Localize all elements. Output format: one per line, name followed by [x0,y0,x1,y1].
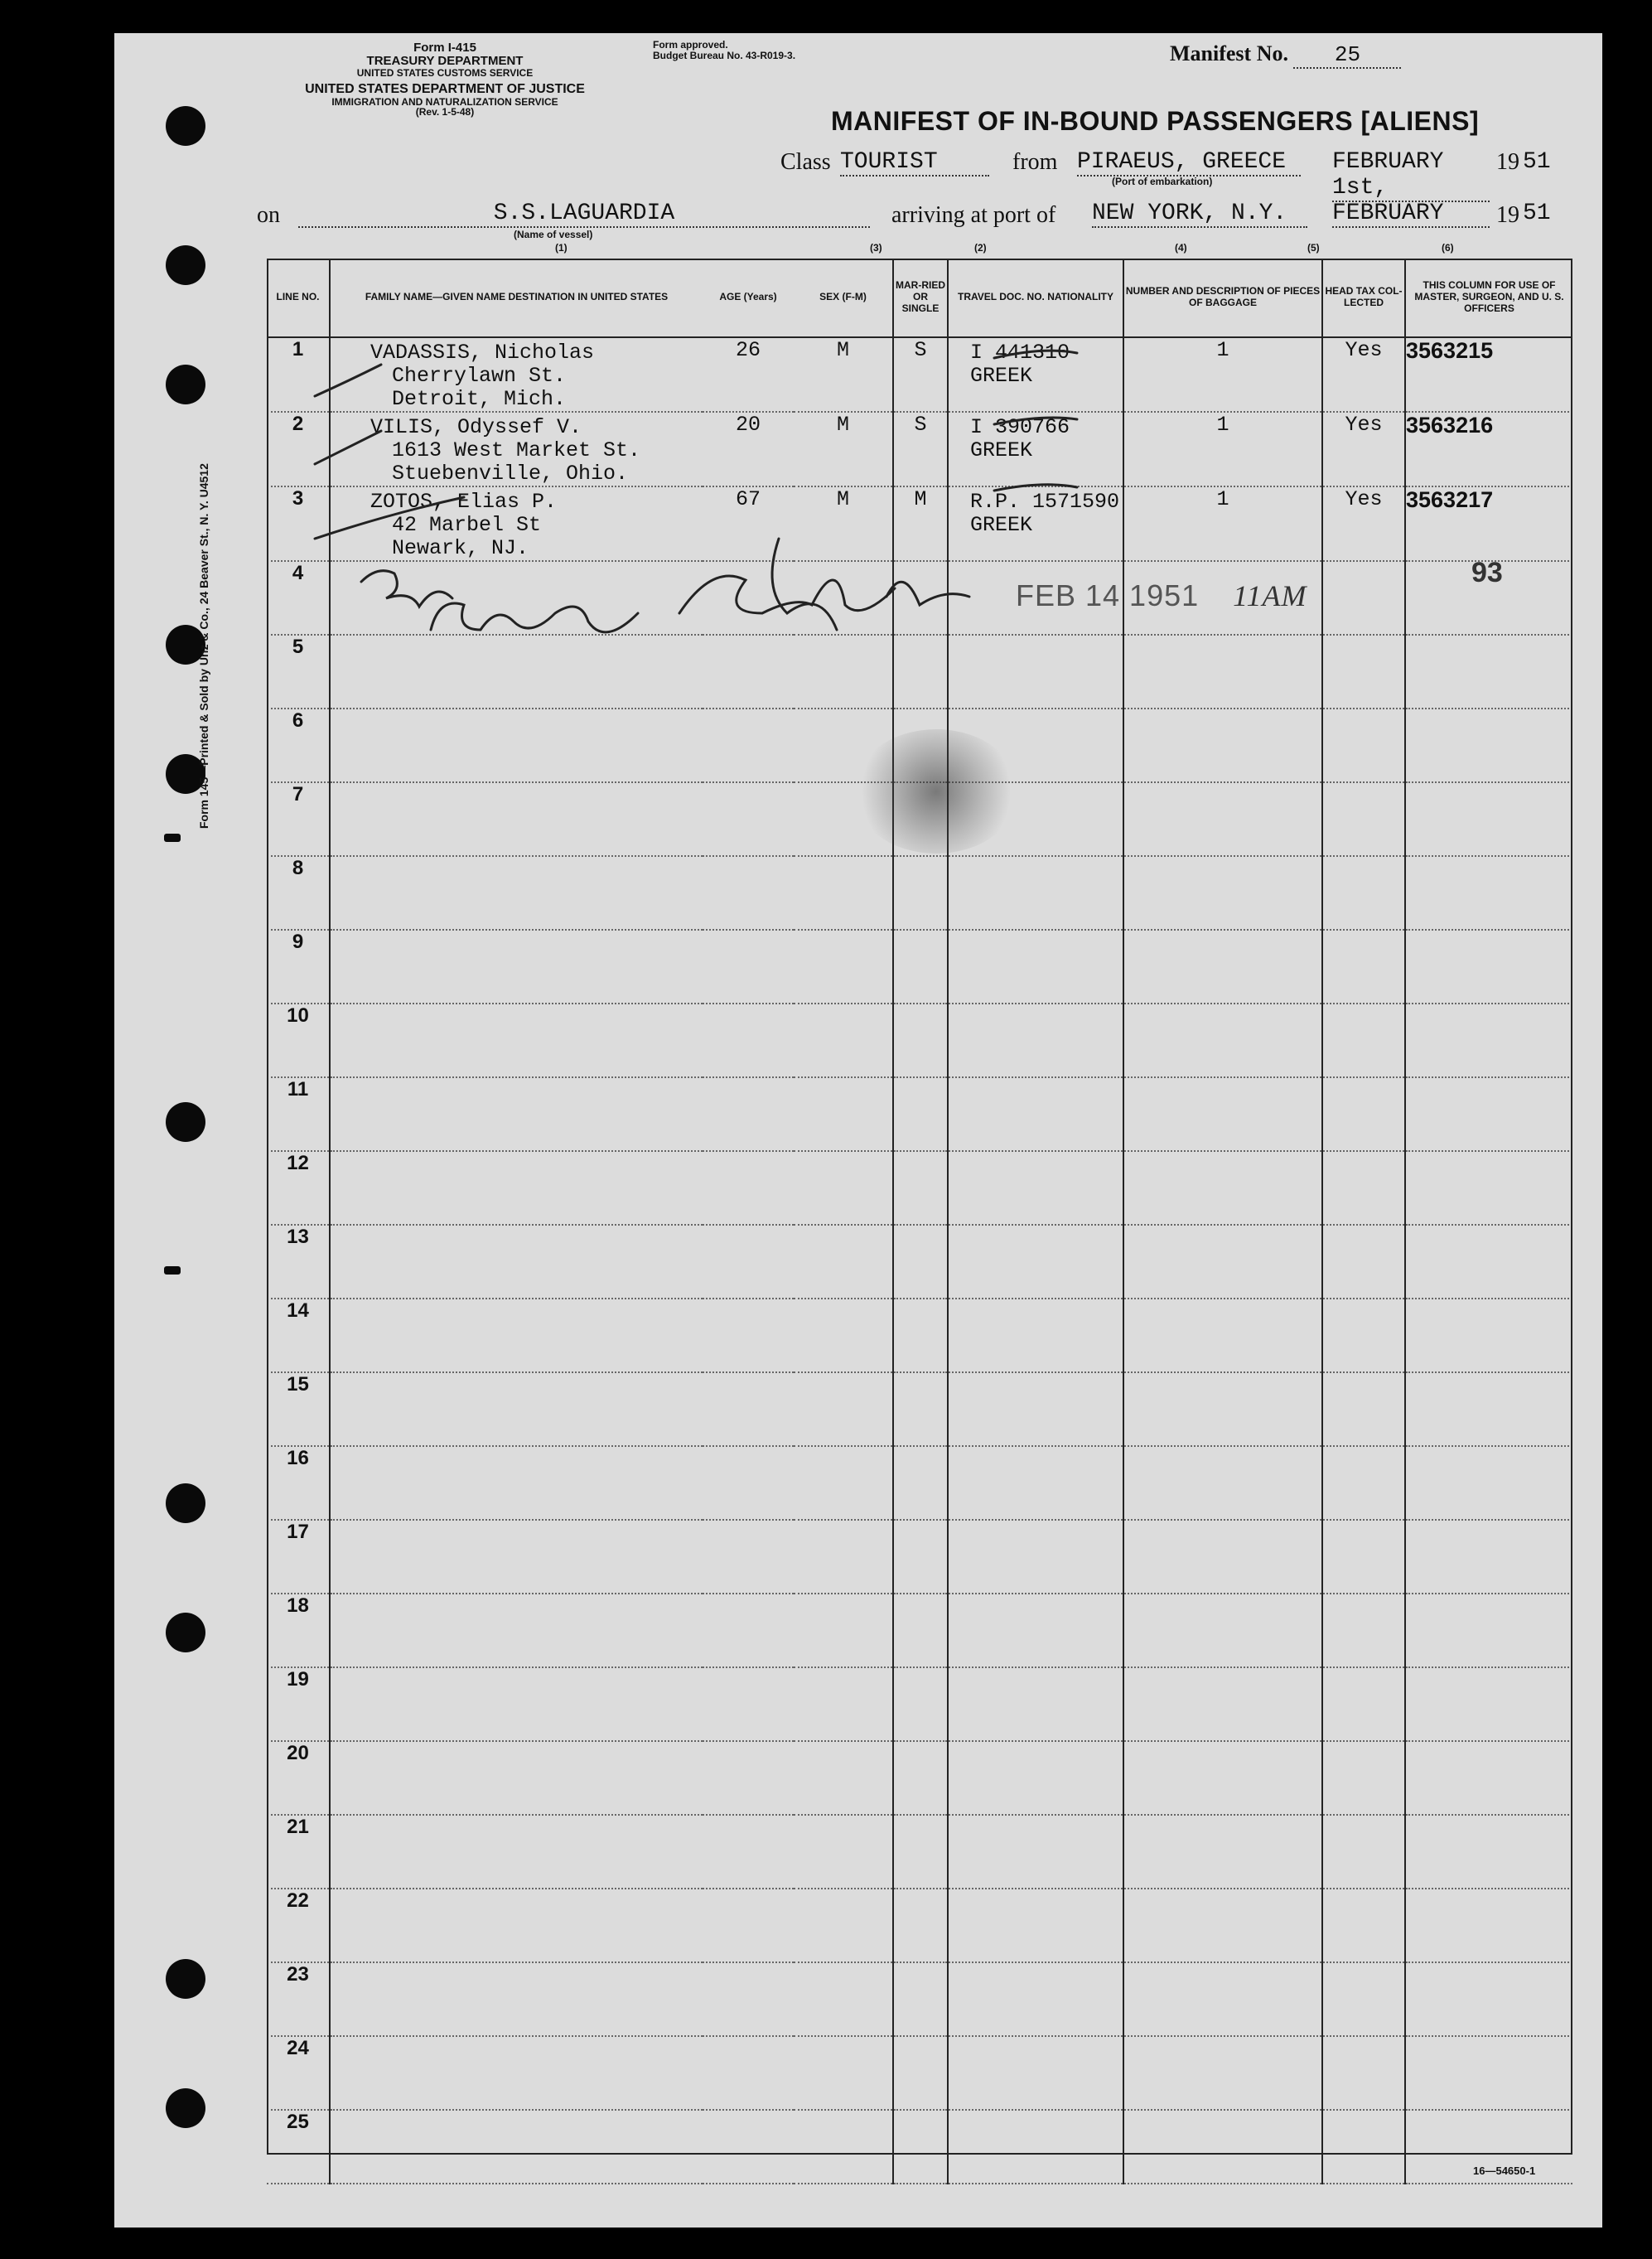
header-age: AGE (Years) [703,259,794,337]
passenger-city: Detroit, Mich. [392,387,567,411]
stamp-time: 11AM [1233,579,1307,612]
passenger-marital: M [893,486,948,561]
line-number: 1 [267,337,330,412]
line-number: 20 [267,1741,330,1815]
header-married: MAR-RIED OR SINGLE [893,259,948,337]
passenger-city: Newark, NJ. [392,536,529,560]
customs-service: UNITED STATES CUSTOMS SERVICE [356,66,534,79]
arrival-port: NEW YORK, N.Y. [1092,201,1307,228]
line-number: 25 [267,2110,330,2184]
head-tax: Yes [1322,337,1405,412]
header-line-no: LINE NO. [267,259,330,337]
baggage-count: 1 [1123,412,1322,486]
footer-code: 16—54650-1 [1473,2165,1536,2177]
passenger-age: 67 [703,486,794,561]
date-stamp [1016,578,1307,613]
nationality: GREEK [970,364,1033,388]
stamp-date: FEB 14 1951 [1016,578,1200,612]
line-number: 16 [267,1446,330,1520]
officers-column-number: (6) [1442,242,1454,254]
arrival-year-prefix: 19 [1496,202,1519,228]
doc-column-number: (2) [974,242,987,254]
manifest-label: Manifest No. [1170,41,1288,65]
on-label: on [257,202,280,228]
arriving-label: arriving at port of [891,202,1056,228]
line-number: 13 [267,1225,330,1299]
arrival-month: FEBRUARY [1332,201,1490,228]
passenger-address: Cherrylawn St. [392,364,567,388]
page-title: MANIFEST OF IN-BOUND PASSENGERS [ALIENS] [831,106,1480,136]
vessel-caption: (Name of vessel) [514,229,593,240]
passenger-name: VILIS, Odyssef V. [370,415,582,439]
line-number: 15 [267,1372,330,1446]
ins-service: IMMIGRATION AND NATURALIZATION SERVICE [331,95,558,108]
line-number: 24 [267,2036,330,2110]
line-number: 19 [267,1667,330,1741]
line-number: 4 [267,561,330,635]
form-number: Form I-415 [413,41,476,55]
headtax-column-number: (5) [1307,242,1320,254]
line-number: 22 [267,1889,330,1962]
passenger-marital: S [893,337,948,412]
departure-date: FEBRUARY 1st, [1332,149,1490,202]
budget-bureau-line: Budget Bureau No. 43-R019-3. [653,50,796,62]
passenger-address: 1613 West Market St. [392,438,641,462]
certificate-number: 3563217 [1405,486,1572,561]
header-travel-doc: TRAVEL DOC. NO. NATIONALITY [948,259,1123,337]
page-number-stamp: 93 [1471,557,1503,588]
line-number: 21 [267,1815,330,1889]
passenger-sex: M [794,486,893,561]
line-number: 10 [267,1004,330,1077]
passenger-sex: M [794,337,893,412]
passenger-marital: S [893,412,948,486]
passenger-city: Stuebenville, Ohio. [392,462,629,486]
line-number: 7 [267,782,330,856]
passenger-sex: M [794,412,893,486]
line-number: 5 [267,635,330,709]
baggage-count: 1 [1123,337,1322,412]
travel-doc-number: I 441310 [970,341,1070,365]
travel-doc-number: I 390766 [970,415,1070,439]
arrival-year: 51 [1523,201,1551,226]
certificate-number: 3563215 [1405,337,1572,412]
header-baggage: NUMBER AND DESCRIPTION OF PIECES OF BAGGAGE [1123,259,1322,337]
travel-column-number: (3) [870,242,882,254]
header-officers: THIS COLUMN FOR USE OF MASTER, SURGEON, AND U. S. OFFICERS [1405,259,1572,337]
passenger-name: ZOTOS, Elias P. [370,490,558,514]
from-label: from [1012,149,1058,175]
line-number: 18 [267,1594,330,1667]
baggage-count: 1 [1123,486,1322,561]
treasury-dept: TREASURY DEPARTMENT [366,53,524,68]
header-head-tax: HEAD TAX COL-LECTED [1322,259,1405,337]
line-number: 9 [267,930,330,1004]
line-number: 14 [267,1299,330,1372]
revision-date: (Rev. 1-5-48) [415,106,475,119]
line-number: 8 [267,856,330,930]
header-name: FAMILY NAME—GIVEN NAME DESTINATION IN UNITED STATES [330,259,703,337]
nationality: GREEK [970,513,1033,537]
justice-dept: UNITED STATES DEPARTMENT OF JUSTICE [305,82,585,97]
manifest-number-value: 25 [1293,42,1401,69]
travel-doc-number: R.P. 1571590 [970,490,1120,514]
vessel-name: S.S.LAGUARDIA [298,201,870,228]
approval-line: Form approved. [653,39,728,51]
line-number: 23 [267,1962,330,2036]
class-value: TOURIST [840,149,989,177]
port-embarkation-caption: (Port of embarkation) [1112,176,1213,187]
header-sex: SEX (F-M) [794,259,893,337]
class-label: Class [780,149,831,175]
certificate-number: 3563216 [1405,412,1572,486]
printer-imprint: Form 145—Printed & Sold by Unz & Co., 24 Beaver St., N. Y. U4512 [197,463,210,829]
line-number: 11 [267,1077,330,1151]
line-number: 3 [267,486,330,561]
passenger-name: VADASSIS, Nicholas [370,341,595,365]
ink-smudge [853,729,1019,854]
line-number: 12 [267,1151,330,1225]
departure-year: 51 [1523,149,1551,175]
nationality: GREEK [970,438,1033,462]
head-tax: Yes [1322,412,1405,486]
passenger-address: 42 Marbel St [392,513,542,537]
head-tax: Yes [1322,486,1405,561]
vessel-column-number: (1) [555,242,568,254]
passenger-age: 26 [703,337,794,412]
baggage-column-number: (4) [1175,242,1187,254]
departure-year-prefix: 19 [1496,149,1519,175]
line-number: 6 [267,709,330,782]
line-number: 17 [267,1520,330,1594]
passenger-age: 20 [703,412,794,486]
from-value: PIRAEUS, GREECE [1077,149,1301,177]
line-number: 2 [267,412,330,486]
